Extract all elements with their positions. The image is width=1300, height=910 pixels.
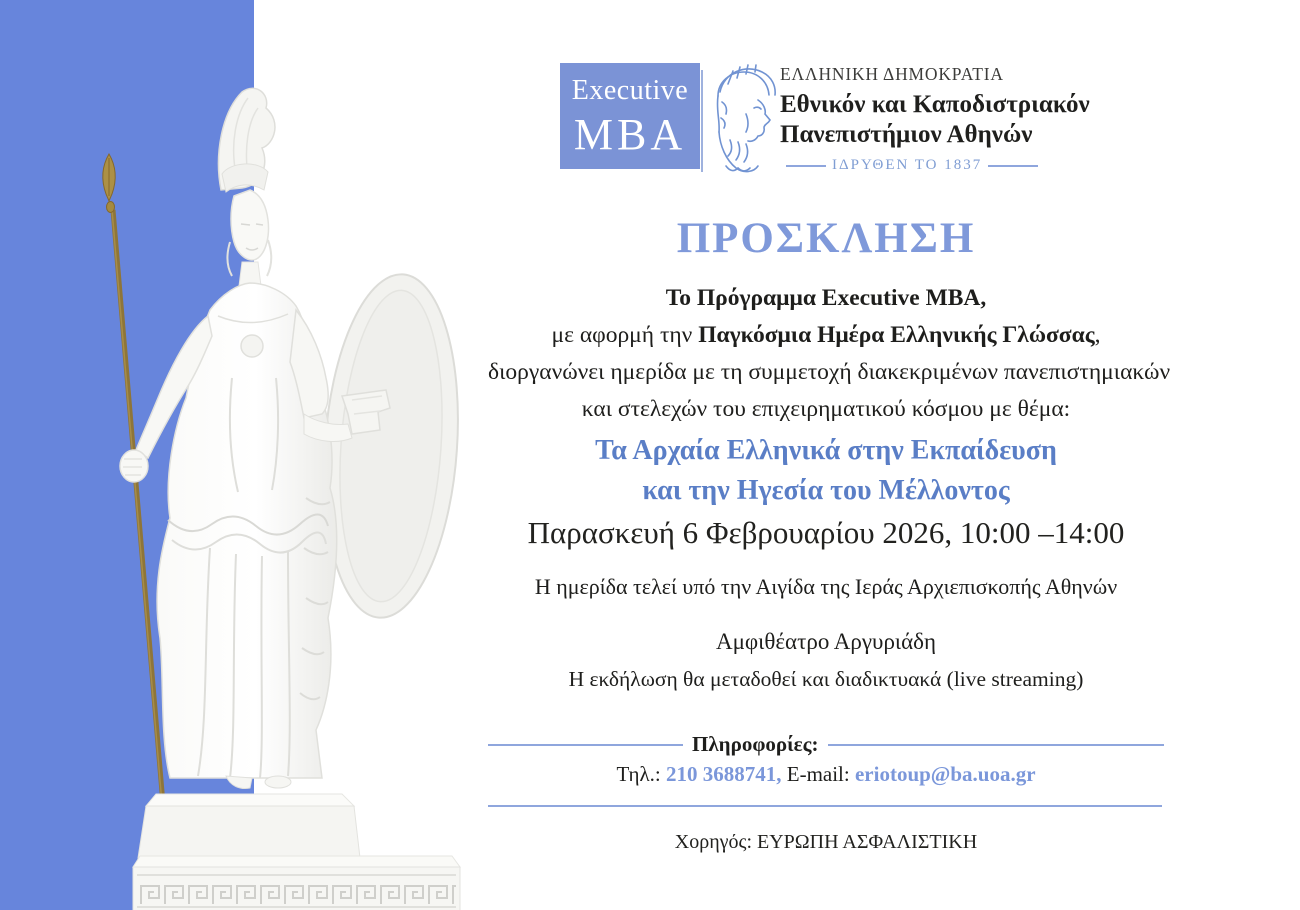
- founded-rule-left: [786, 165, 826, 167]
- info-rule-right: [828, 744, 1165, 746]
- info-divider-row: [488, 732, 1164, 757]
- intro-line-3: διοργανώνει ημερίδα με τη συμμετοχή διακεκριμένων πανεπιστημιακών: [488, 359, 1171, 385]
- executive-mba-logo: [560, 63, 700, 169]
- event-title-line2: και την Ηγεσία του Μέλλοντος: [642, 475, 1010, 506]
- university-name-line2: Πανεπιστήμιον Αθηνών: [780, 121, 1033, 148]
- logo-divider: [701, 70, 703, 172]
- hellenic-republic-label: ΕΛΛΗΝΙΚΗ ΔΗΜΟΚΡΑΤΙΑ: [780, 64, 1004, 84]
- email-link[interactable]: eriotoup@ba.uoa.gr: [854, 762, 1036, 786]
- event-title-line1: Τα Αρχαία Ελληνικά στην Εκπαίδευση: [595, 435, 1057, 466]
- tel-value: 210 3688741,: [666, 762, 782, 786]
- sponsor-line: Χορηγός: ΕΥΡΩΠΗ ΑΣΦΑΛΙΣΤΙΚΗ: [674, 831, 978, 853]
- intro-line-1: Το Πρόγραμμα Executive MBA,: [665, 285, 987, 311]
- intro-line-2-prefix: με αφορμή την: [551, 322, 699, 348]
- university-name-line1: Εθνικόν και Καποδιστριακόν: [780, 91, 1090, 118]
- aegis-line: Η ημερίδα τελεί υπό την Αιγίδα της Ιεράς Αρχιεπισκοπής Αθηνών: [534, 574, 1118, 599]
- venue-line: Αμφιθέατρο Αργυριάδη: [715, 629, 937, 654]
- mba-logo-line2: MBA: [573, 110, 687, 159]
- streaming-line: Η εκδήλωση θα μεταδοθεί και διαδικτυακά (live streaming): [568, 667, 1084, 691]
- intro-line-2-suffix: ,: [1094, 322, 1101, 348]
- founded-row: [786, 157, 1038, 174]
- contact-line: [488, 762, 1164, 787]
- bottom-rule: [488, 805, 1162, 807]
- info-label: Πληροφορίες:: [692, 732, 819, 756]
- intro-line-2: [488, 322, 1164, 349]
- intro-line-4: και στελεχών του επιχειρηματικού κόσμου με θέμα:: [581, 396, 1071, 422]
- mba-logo-line1: Executive: [571, 75, 689, 106]
- founded-rule-right: [988, 165, 1038, 167]
- intro-line-2-bold: Παγκόσμια Ημέρα Ελληνικής Γλώσσας: [698, 322, 1095, 348]
- athena-statue-icon: [90, 78, 470, 910]
- university-text-block: [780, 64, 1090, 174]
- shield-shape: [313, 270, 469, 622]
- tel-label: Τηλ.:: [616, 762, 661, 786]
- founded-label: ΙΔΡΥΘΕΝ ΤΟ 1837: [832, 157, 983, 173]
- info-rule-left: [488, 744, 683, 746]
- event-datetime: Παρασκευή 6 Φεβρουαρίου 2026, 10:00 –14:00: [527, 515, 1125, 550]
- university-emblem-icon: [706, 62, 782, 180]
- invitation-heading: ΠΡΟΣΚΛΗΣΗ: [676, 215, 976, 262]
- email-label: E-mail:: [786, 762, 850, 786]
